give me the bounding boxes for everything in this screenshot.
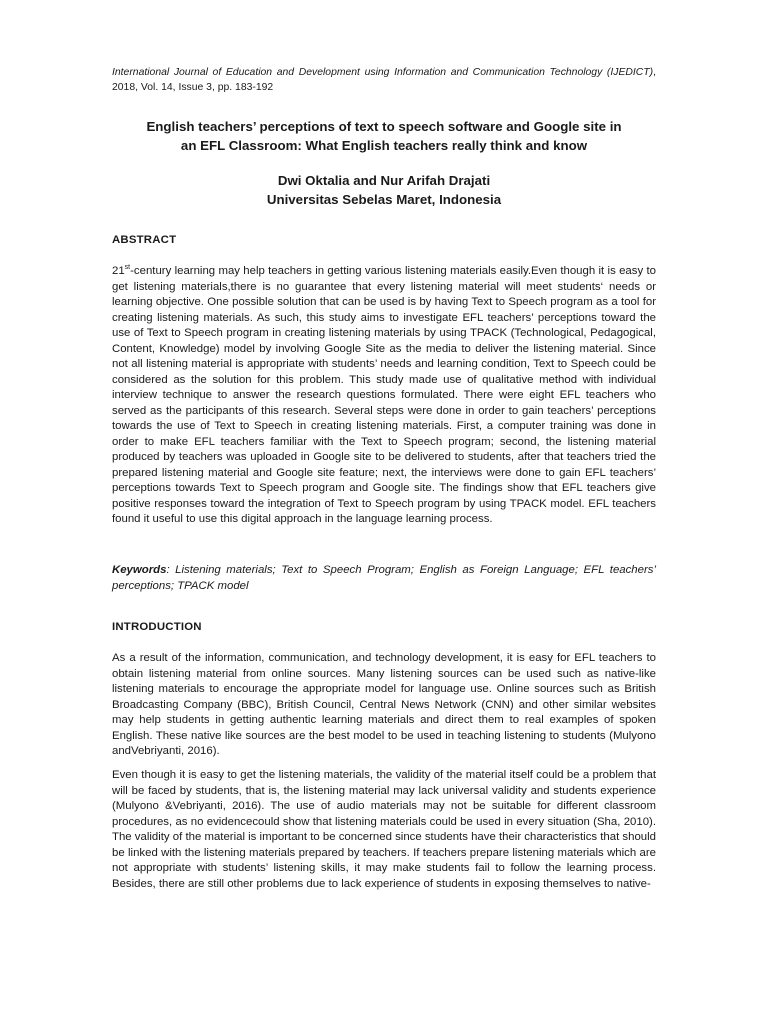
keywords-text: : Listening materials; Text to Speech Program; English as Foreign Language; EFL teachers’ perceptions; TPACK model xyxy=(112,564,656,592)
journal-name: International Journal of Education and Development using Information and Communication Technology (IJEDICT) xyxy=(112,67,654,78)
abstract-body: -century learning may help teachers in getting various listening materials easily.Even though it is easy to get listening materials,there is no guarantee that every listening material will meet students‘ needs or learning objective. One possible solution that can be used is by having Text to Speech program as a tool for creating listening materials. As such, this study aims to investigate EFL teachers’ perceptions toward the use of Text to Speech program in creating listening materials by using TPACK (Technological, Pedagogical, Content, Knowledge) model by involving Google Site as the media to deliver the listening material. Since not all listening material is appropriate with students’ needs and learning condition, Text to Speech could be considered as the solution for this problem. This study made use of qualitative method with individual interview technique to answer the research questions formulated. There were eight EFL teachers who served as the participants of this research. Several steps were done in order to gain teachers’ perceptions towards the use of Text to Speech in creating listening materials. First, a computer training was done in order to make EFL teachers familiar with the Text to Speech program; second, the listening material produced by teachers was uploaded in Google site to be delivered to students, after that teachers tried the prepared listening material and Google site feature; next, the interviews were done to gain EFL teachers’ perceptions towards Text to Speech program and Google site. The findings show that EFL teachers give positive responses toward the integration of Text to Speech program by using TPACK model. EFL teachers found it useful to use this digital approach in the language learning process. xyxy=(112,265,656,525)
journal-citation: , 2018, Vol. 14, Issue 3, pp. 183-192 xyxy=(112,67,656,93)
abstract-heading: ABSTRACT xyxy=(112,234,177,246)
author-affiliation: Universitas Sebelas Maret, Indonesia xyxy=(266,192,502,207)
intro-paragraph-1: As a result of the information, communication, and technology development, it is easy for EFL teachers to obtain listening material from online sources. Many listening sources can be used such as native-like listening materials to encourage the appropriate model for language use. Online sources such as British Broadcasting Company (BBC), British Council, Central News Network (CNN) and other similar websites may help students in getting authentic learning materials and direct them to real examples of spoken English. These native like sources are the best model to be used in teaching listening to students (Mulyono andVebriyanti, 2016). xyxy=(112,652,656,757)
keywords xyxy=(112,563,656,594)
abstract-num: 21 xyxy=(112,265,125,277)
title-line-2: an EFL Classroom: What English teachers really think and know xyxy=(180,138,588,153)
abstract-text xyxy=(112,264,656,528)
title-line-1: English teachers’ perceptions of text to speech software and Google site in xyxy=(146,119,622,134)
intro-paragraph-2: Even though it is easy to get the listening materials, the validity of the material itself could be a problem that will be faced by students, that is, the listening material may lack universal validity and students experience (Mulyono &Vebriyanti, 2016). The use of audio materials may not be suitable for different classroom procedures, as no evidencecould show that listening materials could be used in every situation (Sha, 2010). The validity of the material is important to be concerned since students have their characteristics that should be linked with the listening materials prepared by teachers. If teachers prepare listening materials which are not appropriate with students’ listening skills, it may make students fail to follow the learning process. Besides, there are still other problems due to lack experience of students in exposing themselves to native- xyxy=(112,769,656,890)
keywords-label: Keywords xyxy=(112,564,167,576)
author-names: Dwi Oktalia and Nur Arifah Drajati xyxy=(277,173,491,188)
introduction-heading: INTRODUCTION xyxy=(112,621,202,633)
journal-header xyxy=(112,65,656,95)
abstract-sup: st xyxy=(124,264,131,271)
author-block xyxy=(112,171,656,209)
paper-title xyxy=(112,117,656,155)
